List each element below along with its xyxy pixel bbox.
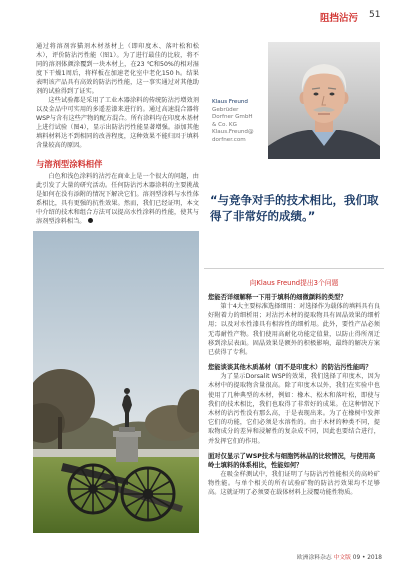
magazine-name: 欧洲涂料杂志 [296, 555, 332, 561]
interview-question: 您能否详细解释一下用于填料的细微颜料的类型？ [208, 294, 347, 301]
article-body-bottom [36, 172, 199, 228]
end-mark-icon [88, 218, 93, 223]
interview-question: 面对仅显示了WSP技术与细胞钙林品的比较情况，与使用高岭土填料的体系相比，性能如何？ [208, 452, 376, 469]
author-caption-line: & Co. KG [212, 121, 237, 128]
paragraph-text: 白色和浅色涂料的沾污在商业上是一个很大的问题，由此引发了大量的研究活动。任何防沾污木器涂料的主要挑战是如何在没有添附的情况下解决它们。溶剂型涂料与水性体系相比，具有更强的抗性效果。然而，我们已经证明，本文中介绍的技术和组合方法可以提高水性涂料的性能，使其与溶剂型涂料相当。 [36, 173, 199, 225]
page-number: 51 [369, 10, 381, 20]
author-name: Klaus Freund [212, 99, 248, 105]
author-caption-line: Gebrüder [212, 106, 239, 113]
cannon-photo [33, 231, 199, 533]
interview-box [204, 268, 384, 549]
cannon-wheel [69, 465, 117, 513]
interview-question: 您能谈谈其他木质基材（而不是印度木）的防沾污性能吗？ [208, 364, 372, 372]
cannon-wheel [122, 468, 174, 520]
interview-answer: 为了显示Dorsalit WSP的效果，我们选择了印度木，因为木材中的提取物含量很高。除了印度木以外，我们在实验中也使用了几种典型的木材，例如：橡木、松木和落叶松，即使与我们的技术相比，我们也取得了非常好的成果。在这种情况下木材的沾污性没有那么高，于是表现出来。为了在橡树中发挥它们的功能，它们必须是水溶性的。由于木材的种类不同，提取物成分的差异和浸解性的复杂成不同，因此也要结合进行，并发挥它们的作用。 [208, 373, 380, 445]
interview-answer: 在吸金样测试中，我们证明了与防沾污性能相关的高岭矿物性能。与单个相关的所有试验矿物的防沾污效果均不足够高。这就证明了必须要在载体材料上浸覆功能性物质。 [208, 470, 380, 497]
pull-quote: “与竞争对手的技术相比，我们取得了非常好的成绩。” [210, 193, 379, 223]
magazine-edition: 中文版 [333, 555, 351, 561]
author-email[interactable]: Klaus.Freund@ [212, 129, 254, 136]
interview-title: 向Klaus Freund提出3个问题 [249, 279, 339, 287]
magazine-issue: 09 • 2018 [352, 555, 382, 561]
paragraph: 通过将溶剂容猫剂木材基材上（即印度木、落叶松和松木），评价防沾污性能（图1）。为了进行最佳的比较，将不同的溶剂体颜涂覆到一块木材上，在23 ℃和50%的相对湿度下干燥1周后，将样板在加速老化室中老化150 h。结果表明该产品具有高效的防沾污性能，这一事实通过对其他助剂的试验得到了证实。 [36, 43, 199, 95]
cannon-photo-image [33, 231, 199, 533]
page-footer [297, 552, 382, 561]
author-portrait-image [268, 42, 380, 159]
author-email[interactable]: dorfner.com [212, 136, 246, 143]
paragraph [36, 172, 199, 226]
section-heading: 与溶剂型涂料相伴 [36, 159, 103, 169]
author-caption [212, 99, 268, 145]
paragraph: 这些试验都是采用了工业木器涂料的传统防沾污增效剂以及金品中可实用的多遥差漆来进行的。通过高速混合器将WSP与含有这些产物的配方混合。所有涂料均在印度木基材上进行试验（图4），显示出防沾污性能显著增强。添加其他填料材料达不到相同的改善程度，这种效果不能归因于填料含量较高的原因。 [36, 97, 199, 149]
interview-answer: 第十4大主要标准选择细用：对选择作为载体的填料具有良好附着力的细析用；对沾污木材的提取物具有固晶效果的细析用；以及对水性漆具有相容性的细析用。此外，要性产品必须无毒耐性产物。我们使用高耐化功能定值量，以防止得所剂迁移到涂层表面。固晶效果是额外的积极影响，最终的解决方案已获得了专利。 [208, 303, 380, 357]
section-title: 阻挡沾污 [320, 13, 359, 24]
author-caption-line: Dorfner GmbH [212, 114, 253, 121]
article-body-top [36, 42, 199, 154]
author-portrait [268, 42, 380, 159]
